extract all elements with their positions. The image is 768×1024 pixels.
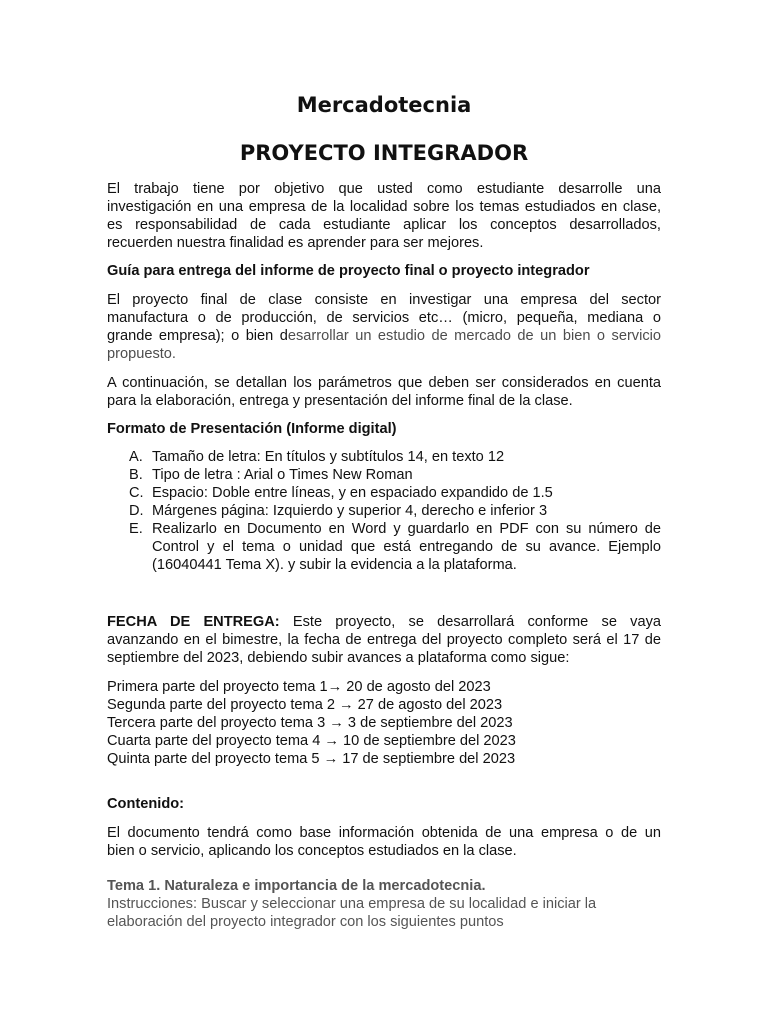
guide-line: para la elaboración, entrega y presentación del informe final de la clase. [107,393,573,409]
list-marker: E. [129,521,143,537]
list-item-text: Tipo de letra : Arial o Times New Roman [152,467,413,483]
guide-line-part-a: grande empresa); o bien d [107,328,288,344]
schedule-item: Tercera parte del proyecto tema 3 → 3 de septiembre del 2023 [107,715,513,731]
document-title: Mercadotecnia [296,93,472,117]
content-line: El documento tendrá como base información obtenida de una empresa o de un [107,825,661,841]
intro-line: investigación en una empresa de la localidad sobre los temas estudiados en clase, [107,199,661,215]
format-list [107,448,661,574]
delivery-paragraph [107,613,661,667]
content-heading-text: Contenido: [107,796,185,812]
list-marker: B. [129,467,143,483]
guide-line-part-b: esarrollar un estudio de mercado de un bien o servicio [287,328,661,344]
guide-paragraph-2 [107,374,661,410]
delivery-label: FECHA DE ENTREGA: [107,614,280,630]
intro-line: es responsabilidad de cada estudiante aplicar los conceptos desarrollados, [107,217,661,233]
format-heading-text: Formato de Presentación (Informe digital) [107,421,397,437]
delivery-line-1-text: Este proyecto, se desarrollará conforme se vaya [279,614,661,630]
topic-1-heading-text: Tema 1. Naturaleza e importancia de la mercadotecnia. [107,878,486,894]
delivery-line: septiembre del 2023, debiendo subir avances a plataforma como sigue: [107,650,570,666]
list-item [107,484,661,502]
content-paragraph [107,824,661,860]
list-marker: D. [129,503,144,519]
list-item-text: Espacio: Doble entre líneas, y en espaciado expandido de 1.5 [152,485,553,501]
list-item-text: Tamaño de letra: En títulos y subtítulos 14, en texto 12 [152,449,505,465]
guide-paragraph-1 [107,291,661,363]
topic-1-instructions [107,895,661,931]
list-marker: A. [129,449,143,465]
list-marker: C. [129,485,144,501]
topic-1-line: elaboración del proyecto integrador con los siguientes puntos [107,914,504,930]
document-subtitle: PROYECTO INTEGRADOR [239,141,529,165]
format-heading [107,420,661,438]
schedule-item: Segunda parte del proyecto tema 2 → 27 de agosto del 2023 [107,697,503,713]
intro-line: El trabajo tiene por objetivo que usted como estudiante desarrolle una [107,181,661,197]
delivery-line: avanzando en el bimestre, la fecha de entrega del proyecto completo será el 17 de [107,632,661,648]
list-item-text: Control y el tema o unidad que está entregando de su avance. Ejemplo [152,539,661,555]
guide-line: El proyecto final de clase consiste en investigar una empresa del sector [107,292,661,308]
list-item-text: Márgenes página: Izquierdo y superior 4, derecho e inferior 3 [152,503,548,519]
guide-line: A continuación, se detallan los parámetros que deben ser considerados en cuenta [107,375,661,391]
guide-line-mixed [107,327,661,345]
guide-heading [107,262,661,280]
schedule-item: Cuarta parte del proyecto tema 4 → 10 de septiembre del 2023 [107,733,516,749]
schedule-item: Primera parte del proyecto tema 1→ 20 de agosto del 2023 [107,679,491,695]
topic-1-heading [107,877,661,895]
list-item [107,466,661,484]
list-item [107,520,661,574]
document-page [107,0,661,1024]
list-item [107,502,661,520]
delivery-line-1 [107,613,661,631]
delivery-schedule [107,678,661,768]
intro-line: recuerden nuestra finalidad es aprender para ser mejores. [107,235,484,251]
topic-1-line: Instrucciones: Buscar y seleccionar una empresa de su localidad e iniciar la [107,896,597,912]
guide-line: propuesto. [107,346,176,362]
list-item-text: (16040441 Tema X). y subir la evidencia a la plataforma. [152,557,517,573]
guide-line: manufactura o de producción, de servicios etc… (micro, pequeña, mediana o [107,310,661,326]
intro-paragraph [107,180,661,252]
content-line: bien o servicio, aplicando los conceptos estudiados en la clase. [107,843,517,859]
schedule-item: Quinta parte del proyecto tema 5 → 17 de septiembre del 2023 [107,751,516,767]
guide-heading-text: Guía para entrega del informe de proyecto final o proyecto integrador [107,263,590,279]
content-heading [107,795,661,813]
list-item-text: Realizarlo en Documento en Word y guardarlo en PDF con su número de [152,521,661,537]
list-item [107,448,661,466]
